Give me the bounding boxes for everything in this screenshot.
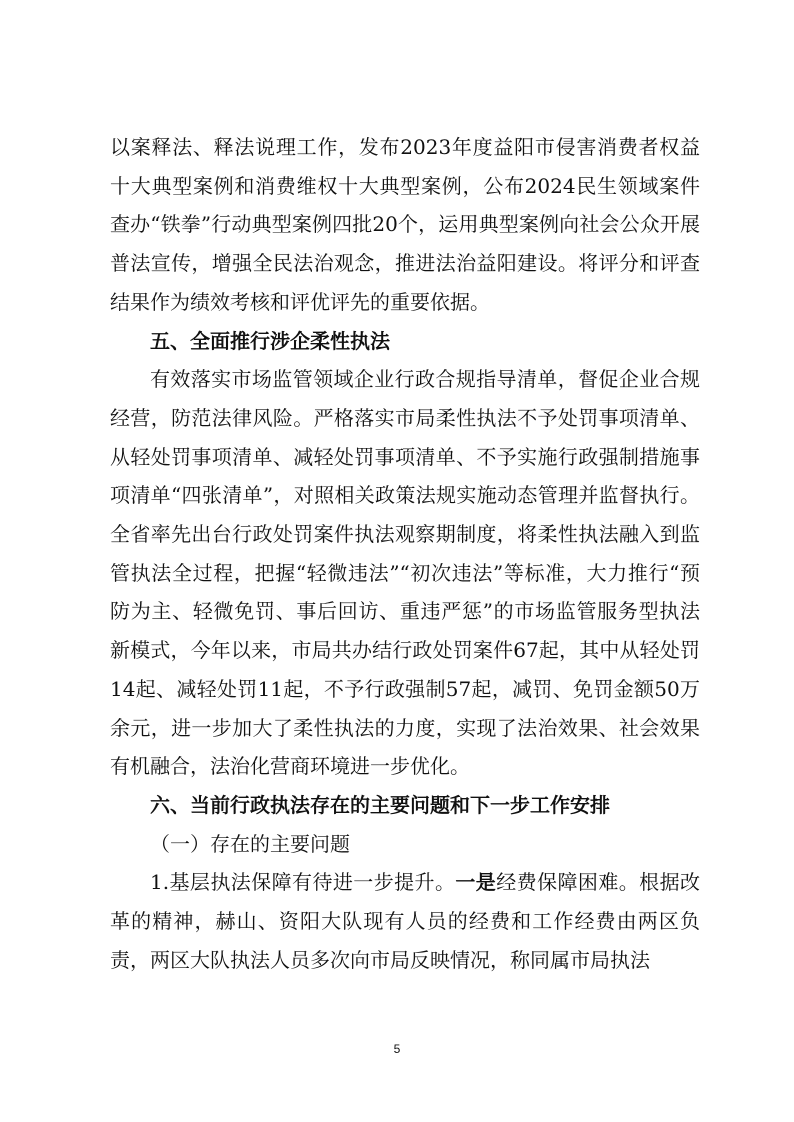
paragraph-section-6-item-1 <box>110 863 700 979</box>
item-rest-text: 经费保障困难。根据改革的精神，赫山、资阳大队现有人员的经费和工作经费由两区负责，两区大队执法人员多次向市局反映情况，称同属市局执法 <box>110 870 700 972</box>
page-number: 5 <box>393 1042 401 1056</box>
section-heading-6: 六、当前行政执法存在的主要问题和下一步工作安排 <box>150 792 610 817</box>
item-lead-text: 1.基层执法保障有待进一步提升。 <box>150 870 456 895</box>
document-body <box>110 128 700 979</box>
subsection-heading-1: （一）存在的主要问题 <box>150 831 350 856</box>
item-bold-marker: 一是 <box>455 870 497 895</box>
paragraph-continued: 以案释法、释法说理工作，发布2023年度益阳市侵害消费者权益十大典型案例和消费维权十大典型案例，公布2024民生领域案件查办“铁拳”行动典型案例四批20个，运用典型案例向社会公众开展普法宣传，增强全民法治观念，推进法治益阳建设。将评分和评查结果作为绩效考核和评优评先的重要依据。 <box>110 135 700 314</box>
paragraph-section-5: 有效落实市场监管领域企业行政合规指导清单，督促企业合规经营，防范法律风险。严格落实市局柔性执法不予处罚事项清单、从轻处罚事项清单、减轻处罚事项清单、不予实施行政强制措施事项清单“四张清单”，对照相关政策法规实施动态管理并监督执行。全省率先出台行政处罚案件执法观察期制度，将柔性执法融入到监管执法全过程，把握“轻微违法”“初次违法”等标准，大力推行“预防为主、轻微免罚、事后回访、重违严惩”的市场监管服务型执法新模式，今年以来，市局共办结行政处罚案件67起，其中从轻处罚14起、减轻处罚11起，不予行政强制57起，减罚、免罚金额50万余元，进一步加大了柔性执法的力度，实现了法治效果、社会效果有机融合，法治化营商环境进一步优化。 <box>110 367 700 779</box>
section-heading-5: 五、全面推行涉企柔性执法 <box>150 328 390 353</box>
